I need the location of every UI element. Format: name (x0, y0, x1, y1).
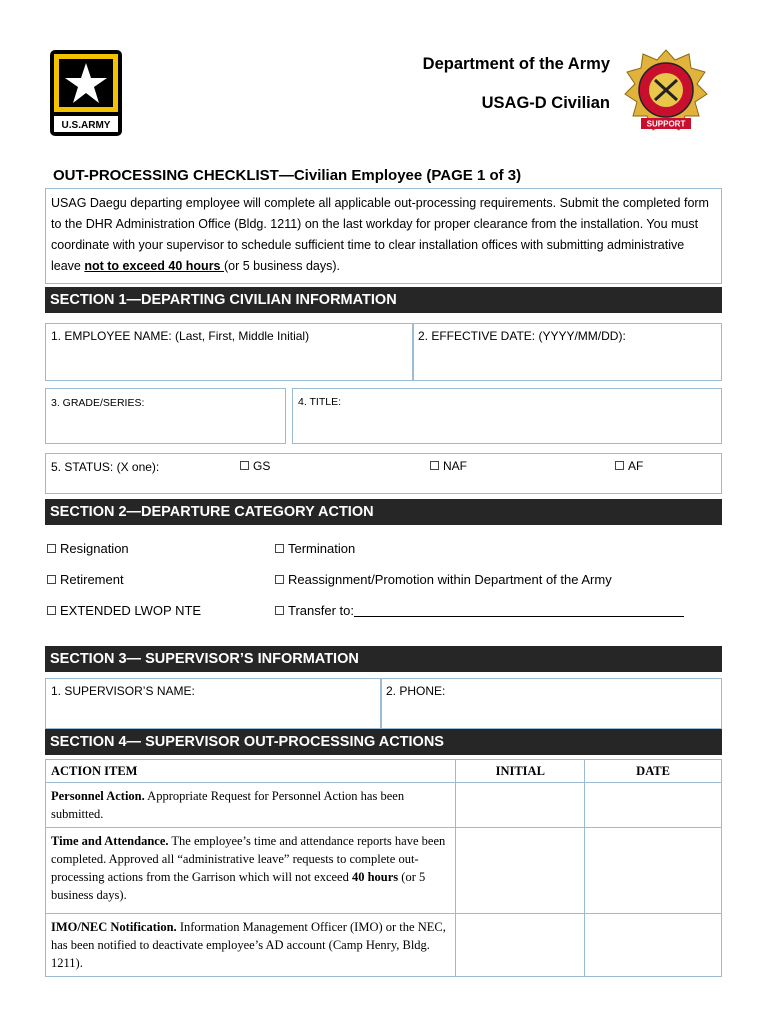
initial-cell[interactable] (456, 828, 585, 914)
army-logo (50, 50, 122, 136)
lwop-label: EXTENDED LWOP NTE (60, 603, 202, 618)
form-title: OUT-PROCESSING CHECKLIST—Civilian Employee (PAGE 1 of 3) (53, 167, 522, 184)
table-header-row (46, 760, 722, 783)
checkbox-icon (275, 544, 284, 553)
actions-table (45, 759, 722, 977)
action-item-text: The employee’s time and attendance reports have been completed. Approved all “administrative leave” requests to complete out-processing actions from the Garrison which will not exceed (51, 834, 446, 884)
action-item-text-end: (or 5 business days). (51, 870, 426, 902)
column-header-initial: INITIAL (456, 760, 585, 783)
action-item-title: IMO/NEC Notification. (51, 920, 177, 934)
instructions-text-end: (or 5 business days). (223, 259, 341, 273)
date-cell[interactable] (585, 828, 722, 914)
retirement-label: Retirement (60, 572, 124, 587)
status-gs-checkbox[interactable] (240, 459, 270, 473)
checkbox-icon (430, 461, 439, 470)
status-label: 5. STATUS: (X one): (51, 460, 160, 474)
action-item-cell (46, 783, 456, 828)
effective-date-label: 2. EFFECTIVE DATE: (YYYY/MM/DD): (418, 329, 626, 343)
resignation-checkbox[interactable] (47, 541, 129, 556)
action-item-text: Information Management Officer (IMO) or the NEC, has been notified to deactivate employee’s AD account (Camp Henry, Bldg. 1211). (51, 920, 446, 970)
section3-heading: SECTION 3— SUPERVISOR’S INFORMATION (45, 646, 722, 672)
checkbox-icon (47, 606, 56, 615)
section1-heading: SECTION 1—DEPARTING CIVILIAN INFORMATION (45, 287, 722, 313)
initial-cell[interactable] (456, 914, 585, 977)
table-row (46, 828, 722, 914)
supervisor-phone-field[interactable] (380, 678, 722, 729)
checkbox-icon (275, 575, 284, 584)
table-row (46, 783, 722, 828)
section2-heading: SECTION 2—DEPARTURE CATEGORY ACTION (45, 499, 722, 525)
action-item-text: Appropriate Request for Personnel Action has been submitted. (51, 789, 405, 821)
action-item-emphasis: 40 hours (351, 870, 399, 884)
column-header-date: DATE (585, 760, 722, 783)
lwop-checkbox[interactable] (47, 603, 201, 618)
job-title-label: 4. TITLE: (298, 396, 341, 408)
supervisor-name-field[interactable] (45, 678, 382, 729)
employee-name-field[interactable] (45, 323, 414, 381)
action-item-cell (46, 914, 456, 977)
grade-series-label: 3. GRADE/SERIES: (51, 397, 145, 409)
termination-label: Termination (288, 541, 356, 556)
army-logo-text: U.S.ARMY (61, 120, 111, 131)
checkbox-icon (47, 544, 56, 553)
supervisor-phone-label: 2. PHONE: (386, 684, 446, 698)
reassignment-checkbox[interactable] (275, 572, 612, 587)
emblem-motto: SUPPORT (646, 119, 686, 129)
garrison-subtitle: USAG-D Civilian (481, 94, 610, 112)
checkbox-icon (275, 606, 284, 615)
date-cell[interactable] (585, 914, 722, 977)
checkbox-icon (240, 461, 249, 470)
action-item-cell (46, 828, 456, 914)
transfer-label: Transfer to: (288, 603, 354, 618)
status-naf-label: NAF (443, 459, 467, 473)
instructions-box (45, 188, 722, 284)
department-title: Department of the Army (422, 55, 610, 73)
status-gs-label: GS (253, 459, 271, 473)
supervisor-name-label: 1. SUPERVISOR’S NAME: (51, 684, 195, 698)
status-af-checkbox[interactable] (615, 459, 643, 473)
checkbox-icon (615, 461, 624, 470)
retirement-checkbox[interactable] (47, 572, 124, 587)
resignation-label: Resignation (60, 541, 129, 556)
status-af-label: AF (628, 459, 644, 473)
action-item-title: Time and Attendance. (51, 834, 169, 848)
employee-name-label: 1. EMPLOYEE NAME: (Last, First, Middle Initial) (51, 329, 310, 343)
garrison-emblem (617, 44, 715, 140)
job-title-field[interactable] (292, 388, 722, 444)
reassignment-label: Reassignment/Promotion within Department of the Army (288, 572, 612, 587)
initial-cell[interactable] (456, 783, 585, 828)
instructions-emphasis: not to exceed 40 hours (84, 259, 224, 273)
status-naf-checkbox[interactable] (430, 459, 467, 473)
date-cell[interactable] (585, 783, 722, 828)
column-header-action-item: ACTION ITEM (46, 760, 456, 783)
section4-heading: SECTION 4— SUPERVISOR OUT-PROCESSING ACTIONS (45, 729, 722, 755)
effective-date-field[interactable] (412, 323, 722, 381)
termination-checkbox[interactable] (275, 541, 355, 556)
transfer-to-input[interactable] (354, 604, 684, 617)
checkbox-icon (47, 575, 56, 584)
grade-series-field[interactable] (45, 388, 286, 444)
instructions-text: USAG Daegu departing employee will complete all applicable out-processing requirements. Submit the completed form to the DHR Administration Office (Bldg. 1211) on the last workday for proper clearance from the installation. You must coordinate with your supervisor to schedule sufficient time to clear installation offices with submitting administrative leave (51, 196, 709, 273)
transfer-checkbox[interactable] (275, 603, 684, 618)
table-row (46, 914, 722, 977)
action-item-title: Personnel Action. (51, 789, 145, 803)
